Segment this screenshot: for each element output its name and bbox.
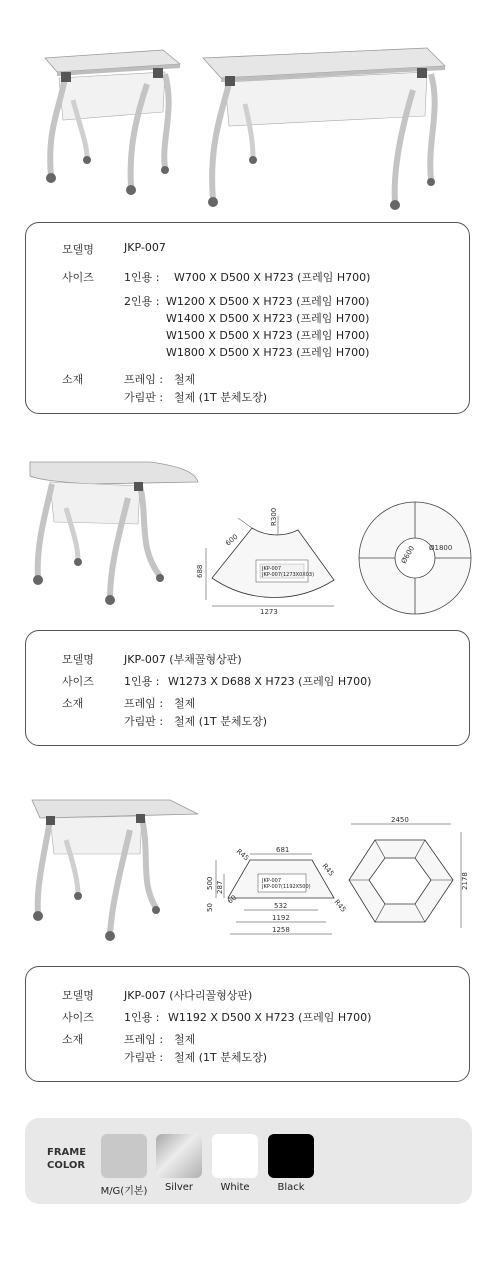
material-part: 프레임 : [124,373,164,386]
swatch-mg-label: M/G(기본) [100,1186,148,1197]
size-value: W1800 X D500 X H723 (프레임 H700) [166,346,370,359]
material-part: 프레임 : [124,697,164,710]
frame-color-label-line: COLOR [47,1160,86,1171]
trapezoid-plan-drawing [200,838,350,942]
fan-plan-drawing [198,508,348,618]
product-image-fan-desk [30,458,200,610]
dim-label: 532 [274,902,288,910]
model-value: JKP-007 (사다리꼴형상판) [124,989,253,1002]
material-value: 철제 (1T 분체도장) [174,715,268,728]
plate-text: JKP-007(1192X500) [262,884,311,890]
dim-label: 1192 [272,914,290,922]
dim-label: 681 [276,846,290,854]
plate-text: JKP-007 [262,878,282,884]
product-image-single-desk [35,40,185,200]
swatch-white-label: White [220,1182,250,1193]
frame-color-label [47,1146,86,1172]
product-image-trapezoid-desk [30,796,200,946]
swatch-silver[interactable] [156,1134,202,1178]
dim-label: 2450 [391,816,409,824]
dim-label: Ø1800 [429,544,453,552]
size-value: W700 X D500 X H723 (프레임 H700) [174,271,371,284]
size-value: W1200 X D500 X H723 (프레임 H700) [166,295,370,308]
material-value: 철제 [174,1033,196,1046]
hexagon-layout-drawing [345,818,470,938]
material-part: 가림판 : [124,391,164,404]
spec-box-standard [25,222,470,414]
product-image-double-desk [195,40,450,215]
model-label: 모델명 [62,989,94,1002]
spec-box-fan [25,630,470,746]
plate-text: JKP-007 [262,566,282,572]
size-label: 사이즈 [62,675,94,688]
plate-text: JKP-007(1273X0X03) [262,572,315,578]
size-label: 사이즈 [62,1011,94,1024]
dim-label: 688 [196,564,204,578]
dim-label: 500 [206,876,214,890]
swatch-mg[interactable] [101,1134,147,1178]
swatch-silver-label: Silver [164,1182,194,1193]
material-value: 철제 [174,697,196,710]
dim-label: 60 [226,893,239,906]
dim-label: R45 [332,898,348,914]
dim-label: 1273 [260,608,278,616]
dim-label: 600 [224,532,240,548]
material-label: 소재 [62,1033,84,1046]
size-value: W1400 X D500 X H723 (프레임 H700) [166,312,370,325]
size-value: W1273 X D688 X H723 (프레임 H700) [168,675,372,688]
size-label: 사이즈 [62,271,94,284]
dim-label: Ø600 [399,544,417,565]
frame-color-label-line: FRAME [47,1147,87,1158]
material-part: 가림판 : [124,715,164,728]
dim-label: R45 [320,862,336,878]
dim-label: R300 [270,507,278,526]
dim-label: 50 [206,903,214,912]
model-value: JKP-007 (부채꼴형상판) [124,653,242,666]
material-value: 철제 (1T 분체도장) [174,391,268,404]
swatch-black-label: Black [277,1182,305,1193]
material-label: 소재 [62,373,84,386]
model-value: JKP-007 [124,241,166,254]
circle-layout-drawing [355,498,475,618]
material-part: 프레임 : [124,1033,164,1046]
size-prefix: 1인용 : [124,1011,160,1024]
swatch-white[interactable] [212,1134,258,1178]
material-label: 소재 [62,697,84,710]
size-prefix: 1인용 : [124,675,160,688]
size-prefix: 1인용 : [124,271,160,284]
frame-color-panel [25,1118,472,1204]
material-value: 철제 [174,373,196,386]
swatch-black[interactable] [268,1134,314,1178]
dim-label: 1258 [272,926,290,934]
material-value: 철제 (1T 분체도장) [174,1051,268,1064]
model-label: 모델명 [62,653,94,666]
size-value: W1500 X D500 X H723 (프레임 H700) [166,329,370,342]
dim-label: R45 [234,847,251,863]
size-value: W1192 X D500 X H723 (프레임 H700) [168,1011,372,1024]
material-part: 가림판 : [124,1051,164,1064]
size-prefix: 2인용 : [124,295,160,308]
model-label: 모델명 [62,243,94,256]
spec-box-trapezoid [25,966,470,1082]
dim-label: 2178 [461,872,469,890]
dim-label: 287 [216,880,224,894]
